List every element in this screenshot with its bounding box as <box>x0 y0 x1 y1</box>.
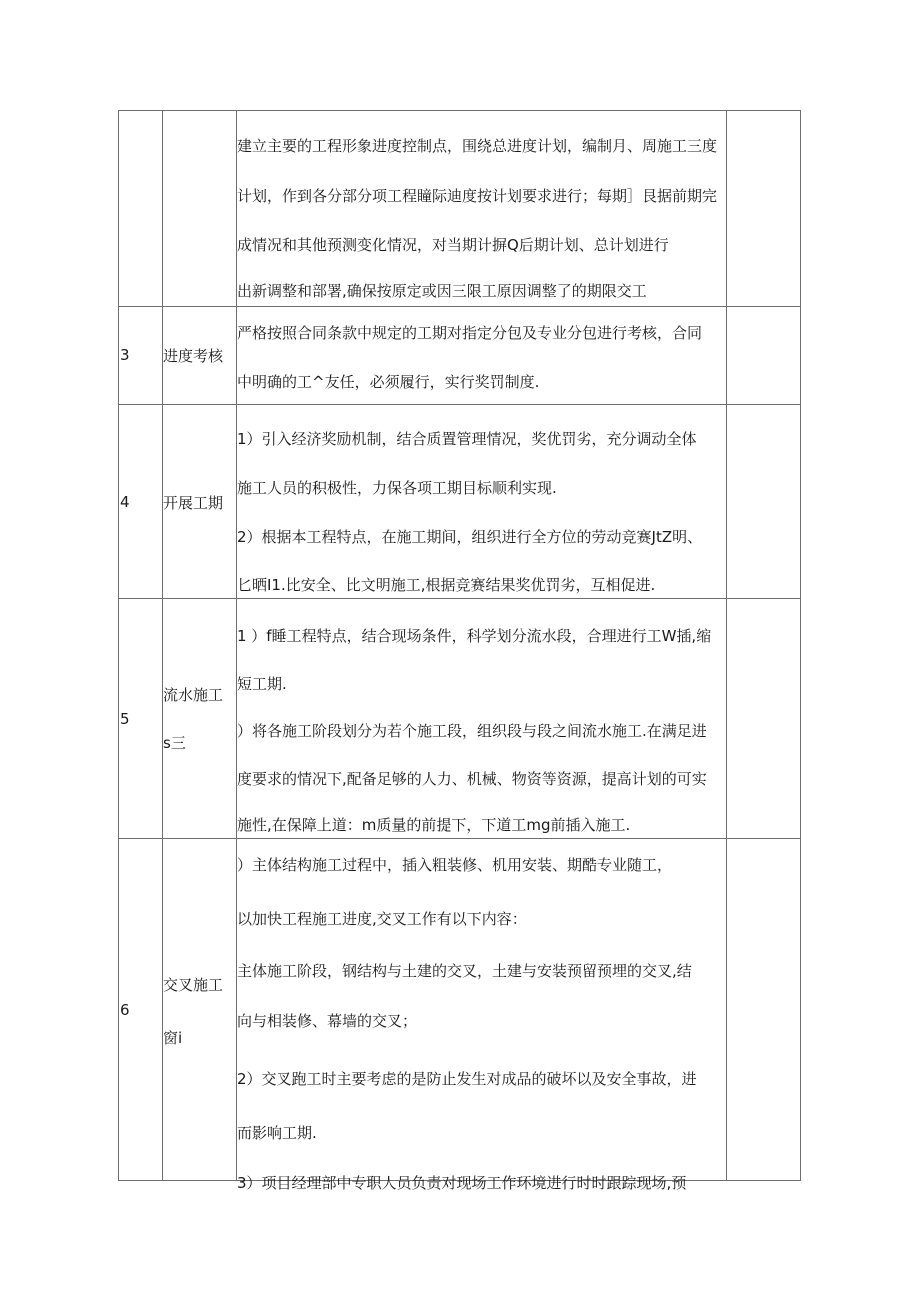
row-item-cell <box>162 307 236 404</box>
content-line: 以加快工程施工进度,交叉工作有以下内容： <box>237 910 527 928</box>
content-line: 施性,在保障上道：m质量的前提下，下道工mg前插入施工. <box>237 816 631 834</box>
content-line: 而影响工期. <box>237 1124 317 1142</box>
row-content-cell <box>236 405 727 598</box>
content-line: 2）交叉跑工时主要考虑的是防止发生对成品的破坏以及安全事故，进 <box>237 1070 697 1088</box>
row-number-cell <box>119 405 162 598</box>
content-line: 严格按照合同条款中规定的工期对指定分包及专业分包进行考核，合同 <box>237 324 703 342</box>
row-item-cell <box>162 111 236 306</box>
row-number-cell <box>119 111 162 306</box>
content-line: ）将各施工阶段划分为若个施工段，组织段与段之间流水施工.在满足进 <box>237 722 707 740</box>
row-content-cell <box>236 111 727 306</box>
content-line: 建立主要的工程形象进度控制点，围绕总进度计划，编制月、周施工三度 <box>237 137 718 155</box>
column-divider <box>236 111 237 1180</box>
row-number-cell <box>119 599 162 838</box>
content-line: 计划，作到各分部分项工程瞳际迪度按计划要求进行；每期］艮据前期完 <box>237 187 718 205</box>
row-number-cell <box>119 839 162 1182</box>
content-line: 1 ）f睡工程特点，结合现场条件，科学划分流水段，合理进行工W插,缩 <box>237 627 712 645</box>
column-divider <box>726 111 727 1180</box>
row-item-cell <box>162 839 236 1182</box>
content-line: 2）根据本工程特点，在施工期间，组织进行全方位的劳动竞赛JtZ明、 <box>237 528 703 546</box>
content-line: 中明确的工^友任，必须履行，实行奖罚制度. <box>237 373 540 391</box>
content-line: 3）项目经理部中专职人员负责对现场工作环境进行时时跟踪现场,预 <box>237 1174 687 1192</box>
row-item-cell <box>162 599 236 838</box>
content-line: 匕晒I1.比安全、比文明施工,根据竞赛结果奖优罚劣，互相促进. <box>237 576 656 594</box>
row-content-cell <box>236 307 727 404</box>
row-item-label: 窗i <box>163 1029 183 1047</box>
row-item-cell <box>162 405 236 598</box>
table-row <box>119 111 800 307</box>
row-item-label: 交叉施工 <box>163 976 224 994</box>
schedule-control-table <box>118 110 801 1192</box>
content-line: ）主体结构施工过程中，插入粗装修、机用安装、期酷专业随工， <box>237 856 673 874</box>
content-line: 主体施工阶段，钢结构与土建的交叉，土建与安装预留预埋的交叉,结 <box>237 962 692 980</box>
row-item-label: 进度考核 <box>163 347 224 365</box>
row-number: 5 <box>120 710 130 728</box>
table-row <box>119 839 800 1192</box>
content-line: 施工人员的积极性，力保各项工期目标顺利实现. <box>237 479 557 497</box>
row-content-cell <box>236 839 727 1192</box>
row-number: 6 <box>120 1001 130 1019</box>
row-item-label: 流水施工 <box>163 686 224 704</box>
row-number-cell <box>119 307 162 404</box>
content-line: 短工期. <box>237 675 287 693</box>
row-item-label: 开展工期 <box>163 494 224 512</box>
content-line: 度要求的情况下,配备足够的人力、机械、物资等资源，提高计划的可实 <box>237 770 707 788</box>
table-row <box>119 307 800 405</box>
content-line: 向与相装修、幕墙的交叉； <box>237 1012 418 1030</box>
row-number: 3 <box>120 346 130 364</box>
column-divider <box>162 111 163 1180</box>
table-row <box>119 405 800 599</box>
row-content-cell <box>236 599 727 838</box>
content-line: 成情况和其他预测变化情况，对当期计摒Q后期计划、总计划进行 <box>237 236 669 254</box>
content-line: 1）引入经济奖励机制，结合质置管理情况，奖优罚劣，充分调动全体 <box>237 430 697 448</box>
content-line: 出新调整和部署,确保按原定或因三限工原因调整了的期限交工 <box>237 282 647 300</box>
row-item-label: s三 <box>163 734 186 752</box>
row-number: 4 <box>120 493 130 511</box>
table-row <box>119 599 800 839</box>
